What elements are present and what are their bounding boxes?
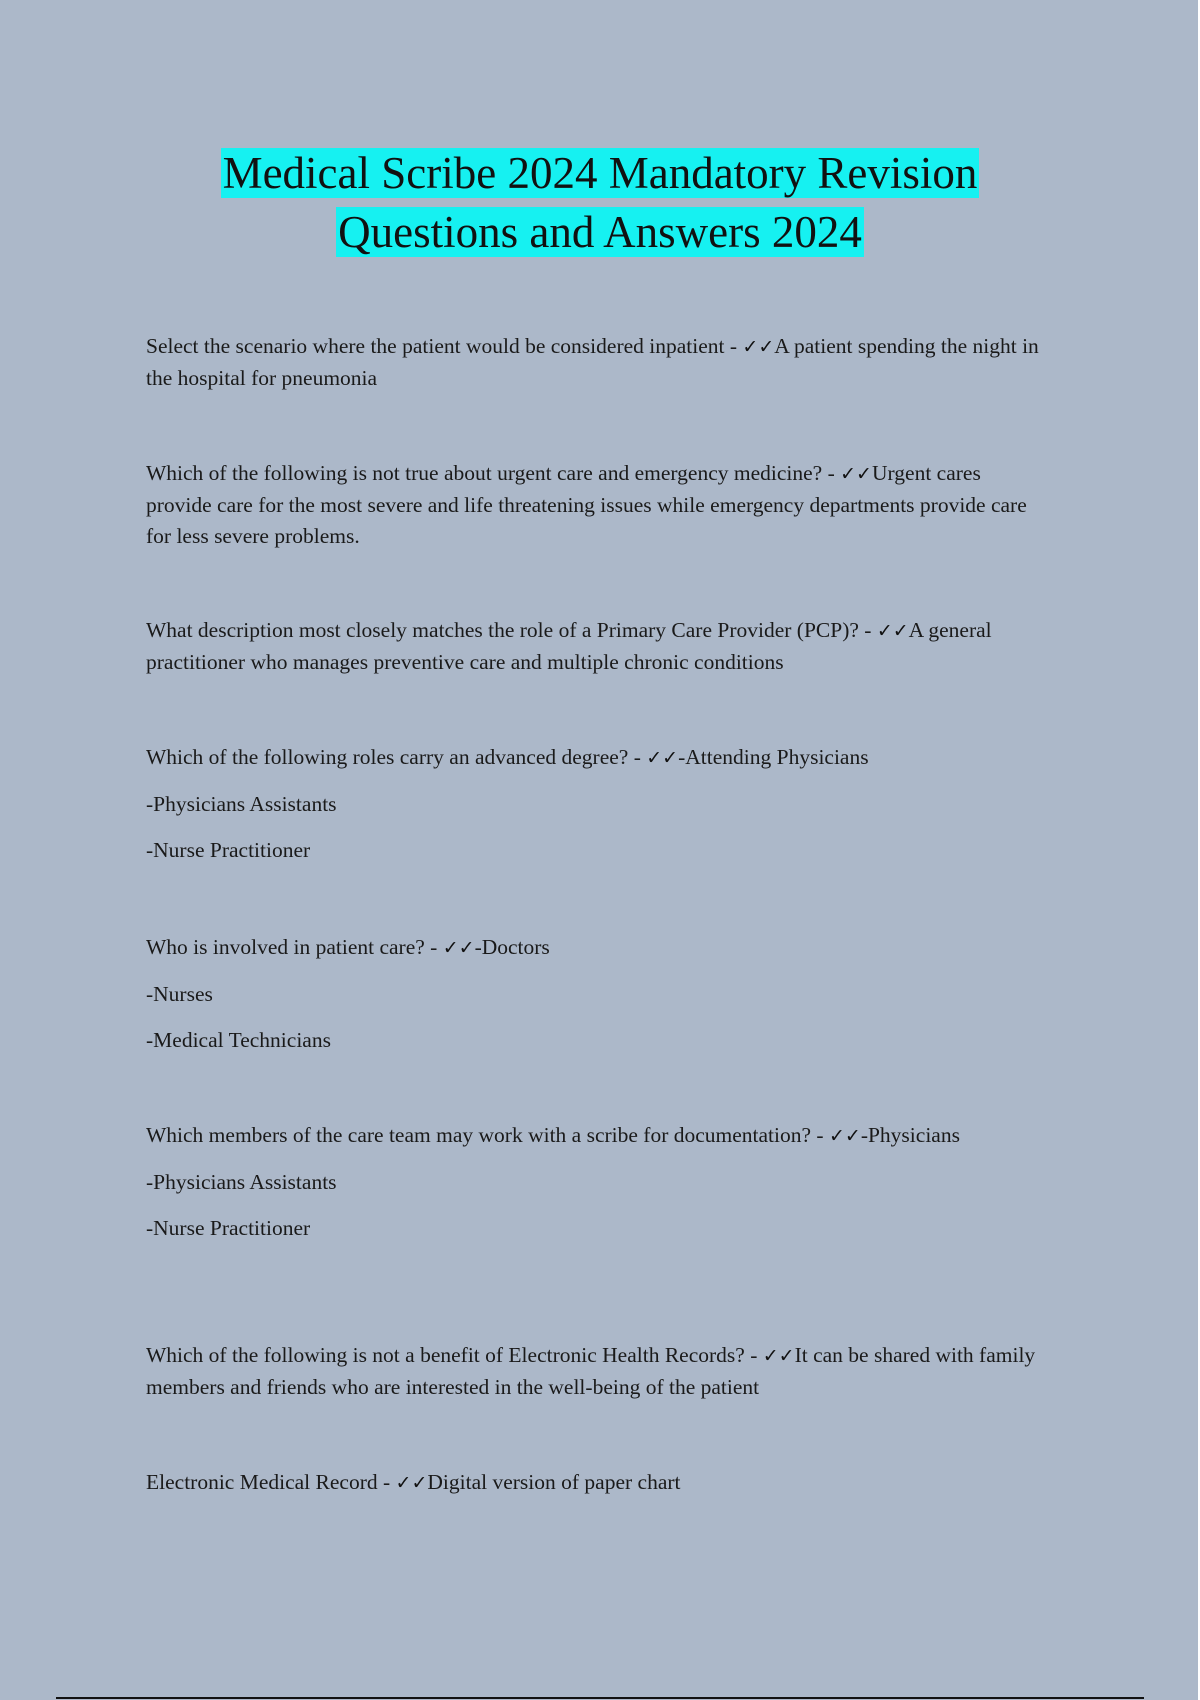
- answer-text: It can be shared with family members and friends who are interested in the well-being of the patient: [146, 1343, 1036, 1399]
- answer-text: -Attending Physicians: [678, 745, 869, 769]
- answer-extra-line: -Medical Technicians: [146, 1028, 331, 1052]
- qa-line: [146, 1467, 1046, 1499]
- question-text: Which members of the care team may work with a scribe for documentation? -: [146, 1123, 829, 1147]
- qa-item-7: [146, 1340, 1046, 1403]
- qa-item-1: [146, 331, 1046, 394]
- question-text: Select the scenario where the patient would be considered inpatient -: [146, 334, 743, 358]
- qa-line: [146, 1340, 1046, 1403]
- qa-item-8: [146, 1467, 1046, 1499]
- qa-item-4: [146, 742, 1046, 866]
- double-check-icon: ✓✓: [828, 1125, 861, 1147]
- answer-extra-line: -Physicians Assistants: [146, 792, 337, 816]
- answer-extra-line: -Physicians Assistants: [146, 1170, 337, 1194]
- question-text: Who is involved in patient care? -: [146, 935, 443, 959]
- question-text: Which of the following is not a benefit of Electronic Health Records? -: [146, 1343, 763, 1367]
- double-check-icon: ✓✓: [840, 463, 872, 485]
- double-check-icon: ✓✓: [646, 747, 679, 769]
- qa-line: [146, 742, 1046, 774]
- double-check-icon: ✓✓: [442, 937, 475, 959]
- answer-text: Urgent cares provide care for the most severe and life threatening issues while emergency departments provide care for less severe problems.: [146, 461, 1027, 548]
- answer-text: A patient spending the night in the hospital for pneumonia: [146, 334, 1039, 390]
- qa-line: [146, 932, 1046, 964]
- double-check-icon: ✓✓: [742, 336, 775, 358]
- qa-line: [146, 1120, 1046, 1152]
- qa-line: [146, 331, 1046, 394]
- answer-text: -Physicians: [860, 1123, 960, 1147]
- double-check-icon: ✓✓: [876, 620, 909, 642]
- question-text: Which of the following roles carry an advanced degree? -: [146, 745, 647, 769]
- answer-extra-line: -Nurses: [146, 982, 213, 1006]
- qa-item-5: [146, 932, 1046, 1056]
- answer-extra-line: -Nurse Practitioner: [146, 1216, 311, 1240]
- double-check-icon: ✓✓: [762, 1345, 795, 1367]
- answer-extra-line: -Nurse Practitioner: [146, 838, 311, 862]
- question-text: What description most closely matches the role of a Primary Care Provider (PCP)? -: [146, 618, 877, 642]
- qa-item-3: [146, 615, 1046, 678]
- qa-item-2: [146, 458, 1046, 552]
- answer-text: A general practitioner who manages preventive care and multiple chronic conditions: [146, 618, 992, 674]
- footer-divider: [56, 1697, 1144, 1699]
- qa-line: [146, 615, 1046, 678]
- title-line-2: Questions and Answers 2024: [338, 207, 862, 257]
- qa-item-6: [146, 1120, 1046, 1244]
- question-text: Which of the following is not true about urgent care and emergency medicine? -: [146, 461, 841, 485]
- answer-text: -Doctors: [474, 935, 550, 959]
- answer-text: Digital version of paper chart: [427, 1470, 681, 1494]
- title-line-1: Medical Scribe 2024 Mandatory Revision: [222, 148, 978, 198]
- qa-line: [146, 458, 1046, 552]
- question-text: Electronic Medical Record -: [146, 1470, 396, 1494]
- double-check-icon: ✓✓: [395, 1472, 428, 1494]
- document-title: [0, 144, 1200, 262]
